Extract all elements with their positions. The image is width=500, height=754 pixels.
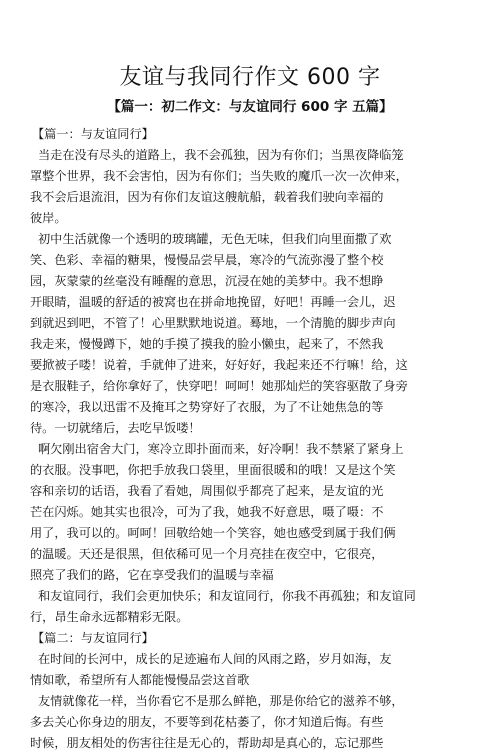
text-line: 笑、色彩、幸福的糖果，慢慢品尝早晨，寒冷的气流弥漫了整个校 [30, 253, 384, 267]
text-line: 的温暖。天还是很黑，但依稀可见一个月亮挂在夜空中，它很亮， [30, 547, 384, 561]
text-line: 行，昂生命永远都精彩无限。 [30, 610, 189, 624]
text-line: 容和亲切的话语，我看了看她，周围似乎都亮了起来，是友谊的光 [30, 484, 384, 498]
text-line: 是衣服鞋子，给你拿好了，快穿吧！呵呵！她那灿烂的笑容驱散了身旁 [30, 379, 408, 393]
text-line: 要掀被子喽！说着，手就伸了进来，好好好，我起来还不行嘛！给，这 [30, 358, 408, 372]
document-body [30, 124, 430, 754]
text-line: 啊欠刚出宿舍大门，寒冷立即扑面而来，好冷啊！我不禁紧了紧身上 [38, 442, 404, 456]
text-line: 和友谊同行，我们会更加快乐；和友谊同行，你我不再孤独；和友谊同 [38, 589, 416, 603]
section-heading: 【篇一：与友谊同行】 [32, 127, 154, 141]
text-line: 芒在闪烁。她其实也很冷，可为了我，她我不好意思，嗫了嗫：不 [30, 505, 384, 519]
text-line: 当走在没有尽头的道路上，我不会孤独，因为有你们；当黑夜降临笼 [38, 148, 404, 162]
section-heading: 【篇二：与友谊同行】 [32, 631, 154, 645]
document-subtitle: 【篇一：初二作文：与友谊同行 600 字 五篇】 [107, 99, 393, 115]
text-line: 友情就像花一样，当你看它不是那么鲜艳，那是你给它的滋养不够， [38, 694, 404, 708]
text-line: 园，灰蒙蒙的丝毫没有睡醒的意思，沉浸在她的美梦中。我不想睁 [30, 274, 384, 288]
text-line: 我走来，慢慢蹲下，她的手摸了摸我的脸小懒虫，起来了，不然我 [30, 337, 384, 351]
text-line: 罩整个世界，我不会害怕，因为有你们；当失败的魔爪一次一次伸来， [30, 169, 408, 183]
text-line: 我不会后退流泪，因为有你们友谊这艘航船，载着我们驶向幸福的 [30, 190, 384, 204]
text-line: 照亮了我们的路，它在享受我们的温暖与幸福 [30, 568, 274, 582]
text-line: 在时间的长河中，成长的足迹遍布人间的风雨之路，岁月如海，友 [38, 652, 392, 666]
text-line: 到就迟到吧，不管了！心里默默地说道。蓦地，一个清脆的脚步声向 [30, 316, 396, 330]
text-line: 多去关心你身边的朋友，不要等到花枯萎了，你才知道后悔。有些 [30, 715, 384, 729]
text-line: 用了，我可以的。呵呵！回敬给她一个笑容，她也感受到属于我们俩 [30, 526, 396, 540]
text-line: 的寒冷，我以迅雷不及掩耳之势穿好了衣服，为了不让她焦急的等 [30, 400, 384, 414]
document-title: 友谊与我同行作文 600 字 [119, 65, 381, 90]
text-line: 情如歌，希望所有人都能慢慢品尝这首歌 [30, 673, 250, 687]
text-line: 彼岸。 [30, 211, 67, 225]
text-line: 初中生活就像一个透明的玻璃罐，无色无味，但我们向里面撒了欢 [38, 232, 392, 246]
text-line: 的衣服。没事吧，你把手放我口袋里，里面很暖和的哦！又是这个笑 [30, 463, 396, 477]
text-line: 时候，朋友相处的伤害往往是无心的，帮助却是真心的，忘记那些 [30, 736, 384, 750]
text-line: 开眼睛，温暖的舒适的被窝也在拼命地挽留，好吧！再睡一会儿，迟 [30, 295, 396, 309]
text-line: 待。一切就绪后，去吃早饭喽！ [30, 421, 201, 435]
